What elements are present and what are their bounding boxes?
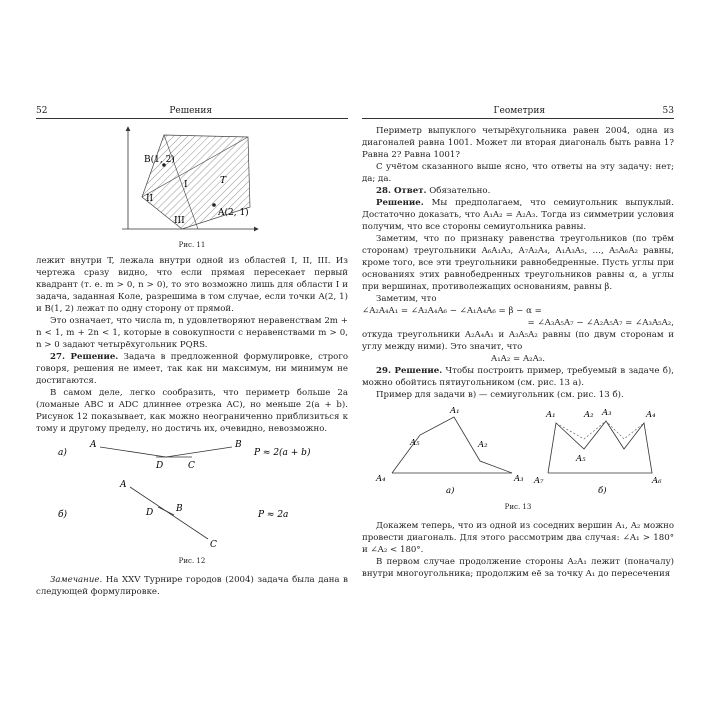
remark-text: На XXV Турнире городов (2004) задача была дана в следующей формулировке. xyxy=(36,575,348,597)
figure-12 xyxy=(36,435,348,553)
page-number: 53 xyxy=(662,106,674,116)
fig12-a-polyline xyxy=(100,447,232,457)
problem-27-text: Задача в предложенной формулировке, строго говоря, решения не имеет, так как ни максимум, ни минимум не достигаются. xyxy=(36,352,348,386)
figure-11-caption: Рис. 11 xyxy=(178,241,206,249)
problem-28-answer-text: Обязательно. xyxy=(426,186,491,196)
fig13-b-dashed xyxy=(556,421,644,439)
right-para-4: Заметим, что xyxy=(376,294,437,304)
fig13-b-a4: A₄ xyxy=(646,410,656,420)
problem-28-answer xyxy=(362,185,674,197)
problem-29-heading: 29. Решение. xyxy=(376,366,443,376)
right-page xyxy=(362,105,674,580)
fig12-b-point-a: A xyxy=(120,480,127,490)
label-b: B(1, 2) xyxy=(144,155,175,165)
equation-3: A₁A₂ = A₂A₃. xyxy=(490,354,545,364)
left-para-3: В самом деле, легко сообразить, что периметр больше 2a (ломаные ABC и ADC длиннее отрезка AC), но меньше 2(a + b). Рисунок 12 показывает, как можно неограниченно приблизиться к тому и другому пределу, но достичь их, очевидно, невозможно. xyxy=(36,388,348,434)
fig12-a-label: а) xyxy=(58,448,67,458)
label-region-ii: II xyxy=(146,194,154,204)
problem-27-heading: 27. Решение. xyxy=(50,352,119,362)
fig12-a-point-b: B xyxy=(235,440,242,450)
label-region-i: I xyxy=(184,180,188,190)
right-para-2: С учётом сказанного выше ясно, что ответы на эту задачу: нет; да; да. xyxy=(362,162,674,184)
fig13-b-a6: A₆ xyxy=(652,476,662,486)
figure-12-caption: Рис. 12 xyxy=(178,557,206,565)
right-para-8: В первом случае продолжение стороны A₂A₁ лежит (поначалу) внутри многоугольника; продолжим её за точку A₁ до пересечения xyxy=(362,557,674,579)
fig12-b-point-d: D xyxy=(146,508,154,518)
fig13-b-label: б) xyxy=(598,486,607,496)
left-para-1: лежит внутри T, лежала внутри одной из областей I, II, III. Из чертежа сразу видно, что если прямая пересекает первый квадрант (т. е. m > 0, n > 0), то это возможно лишь для области I и задача, заданная Коле, разрешима в том случае, если точки A(2, 1) и B(1, 2) лежат по одну сторону от прямой. xyxy=(36,256,348,314)
right-para-7: Докажем теперь, что из одной из соседних вершин A₁, A₂ можно провести диагональ. Для этого рассмотрим два случая: ∠A₁ > 180° и ∠A₂ < 180°. xyxy=(362,521,674,555)
fig13-b-a3: A₃ xyxy=(602,408,612,418)
fig12-a-point-a: A xyxy=(90,440,97,450)
figure-11 xyxy=(36,125,348,237)
fig13-b-a5: A₅ xyxy=(576,454,586,464)
problem-27 xyxy=(36,351,348,387)
fig12-b-line-db xyxy=(158,507,174,515)
left-para-2: Это означает, что числа m, n удовлетворяют неравенствам 2m + n < 1, m + 2n < 1, которые в совокупности с неравенствами m > 0, n > 0 задают четырёхугольник PQRS. xyxy=(36,316,348,350)
label-region-t: T xyxy=(220,176,227,186)
figure-13-caption: Рис. 13 xyxy=(504,503,532,511)
problem-28-solution xyxy=(362,197,674,233)
running-head: Геометрия xyxy=(493,106,545,116)
right-para-3: Заметим, что по признаку равенства треугольников (по трём сторонам) треугольники A₆A₁A₃, A₇A₂A₄, A₁A₃A₅, …, A₅A₆A₂ равны, кроме того, все эти треугольники равнобедренные. Пусть углы при основаниях этих равнобедренных треугольников равны α, а углы при вершинах, противолежащих основаниям, равны β. xyxy=(362,234,674,292)
fig13-b-a1: A₁ xyxy=(546,410,556,420)
fig12-a-formula: P ≈ 2(a + b) xyxy=(254,448,311,458)
fig13-a-label: а) xyxy=(446,486,455,496)
fig13-b-shape xyxy=(548,421,652,473)
fig12-a-point-d: D xyxy=(156,461,164,471)
remark xyxy=(36,574,348,598)
problem-29 xyxy=(362,365,674,389)
fig13-a-a5: A₅ xyxy=(410,438,420,448)
fig12-b-label: б) xyxy=(58,510,68,520)
left-page xyxy=(36,105,348,598)
fig12-a-point-c: C xyxy=(188,461,195,471)
fig12-b-formula: P ≈ 2a xyxy=(258,510,289,520)
fig13-b-a2: A₂ xyxy=(584,410,594,420)
label-a: A(2, 1) xyxy=(218,208,249,218)
page-number: 52 xyxy=(36,106,48,116)
fig13-a-a1: A₁ xyxy=(450,406,460,416)
fig13-a-a3: A₃ xyxy=(514,474,524,484)
point-a xyxy=(212,203,216,207)
problem-28-solution-text: Мы предполагаем, что семиугольник выпуклый. Достаточно доказать, что A₁A₂ = A₂A₃. Тогда из симметрии условия получим, что все стороны семиугольника равны. xyxy=(362,198,674,232)
fig12-b-point-c: C xyxy=(210,540,217,550)
problem-29-text: Чтобы построить пример, требуемый в задаче б), можно обойтись пятиугольником (см. рис. 13 а). xyxy=(362,366,674,388)
right-para-1: Периметр выпуклого четырёхугольника равен 2004, одна из диагоналей равна 1001. Может ли вторая диагональ быть равна 1? Равна 2? Равна 1001? xyxy=(362,126,674,160)
figure-13 xyxy=(362,401,674,499)
right-para-5: откуда треугольники A₂A₄A₁ и A₃A₅A₂ равны (по двум сторонам и углу между ними). Это значит, что xyxy=(362,330,674,352)
fig12-b-point-b: B xyxy=(176,504,183,514)
left-header xyxy=(36,105,348,119)
right-para-6: Пример для задачи в) — семиугольник (см. рис. 13 б). xyxy=(376,390,624,400)
label-region-iii: III xyxy=(174,216,185,226)
fig12-b-line-ac xyxy=(130,487,208,539)
equation-2: = ∠A₃A₅A₇ − ∠A₂A₅A₇ = ∠A₃A₅A₂, xyxy=(527,318,674,328)
problem-28-heading: 28. Ответ. xyxy=(376,186,427,196)
right-header xyxy=(362,105,674,119)
fig13-a-a2: A₂ xyxy=(478,440,488,450)
fig13-b-a7: A₇ xyxy=(534,476,544,486)
equation-1: ∠A₂A₄A₁ = ∠A₂A₄A₆ − ∠A₁A₄A₆ = β − α = xyxy=(362,306,542,316)
fig13-a-a4: A₄ xyxy=(376,474,386,484)
remark-label: Замечание. xyxy=(50,575,103,585)
running-head: Решения xyxy=(169,106,213,116)
problem-28-solution-heading: Решение. xyxy=(376,198,424,208)
